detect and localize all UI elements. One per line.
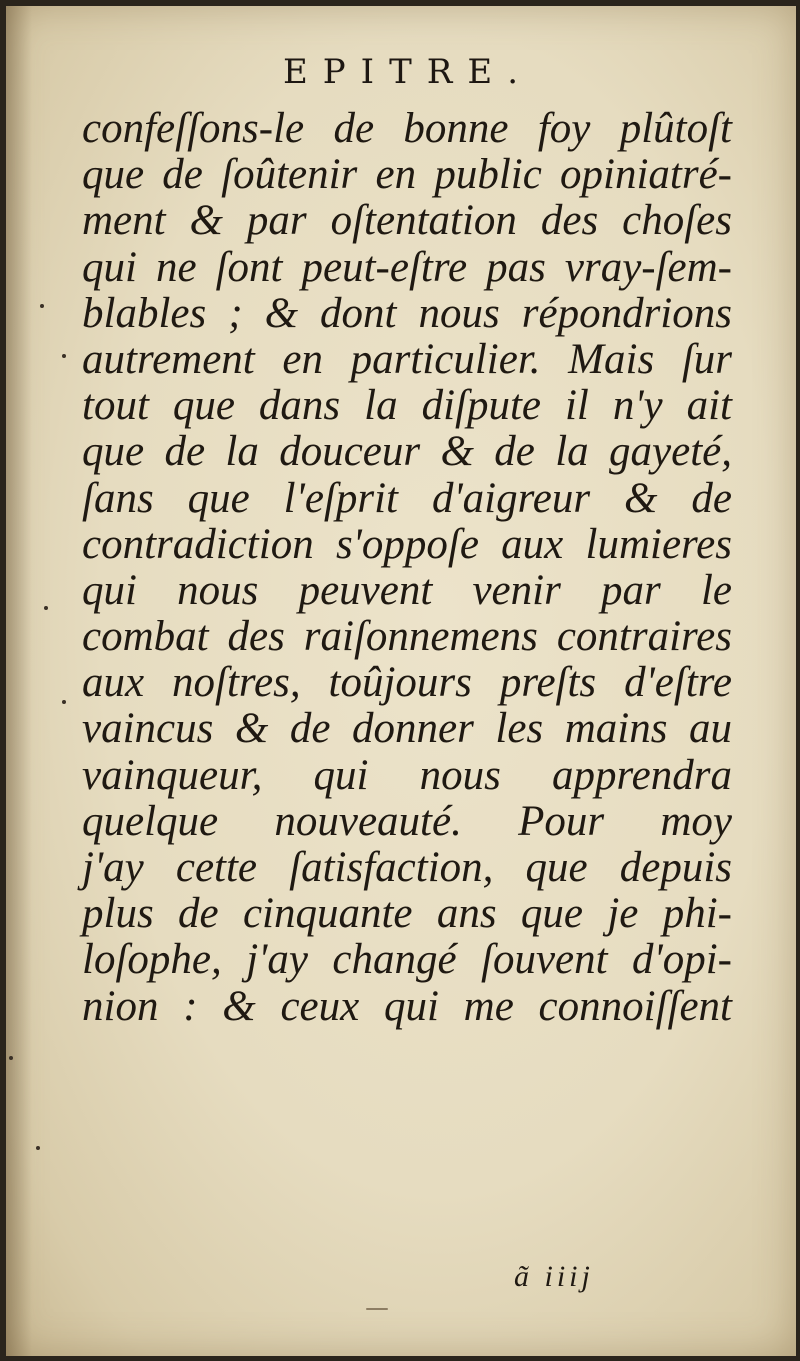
text-line: contradiction s'oppoſe aux lumieres xyxy=(82,520,732,568)
text-line: loſophe, j'ay changé ſouvent d'opi- xyxy=(82,936,732,984)
text-line: aux noſtres, toûjours preſts d'eſtre xyxy=(82,659,732,707)
ink-speck xyxy=(40,304,44,308)
text-line: plus de cinquante ans que je phi- xyxy=(82,890,732,938)
text-line: vaincus & de donner les mains au xyxy=(82,705,732,753)
text-line: autrement en particulier. Mais ſur xyxy=(82,335,732,383)
text-line: quelque nouveauté. Pour moy xyxy=(82,797,732,845)
ink-speck xyxy=(36,1146,40,1150)
text-line: nion : & ceux qui me connoiſſent xyxy=(82,982,732,1030)
text-line: que de la douceur & de la gayeté, xyxy=(82,428,732,476)
text-line: blables ; & dont nous répondrions xyxy=(82,289,732,337)
text-line: qui nous peuvent venir par le xyxy=(82,566,732,614)
book-page xyxy=(6,6,796,1356)
body-text xyxy=(82,106,732,1030)
ink-speck xyxy=(44,606,48,610)
ink-speck xyxy=(62,354,66,358)
ink-smudge xyxy=(366,1308,388,1310)
text-line: j'ay cette ſatisfaction, que depuis xyxy=(82,844,732,891)
text-line: combat des raiſonnemens contraires xyxy=(82,613,732,661)
ink-speck xyxy=(62,700,66,704)
text-line: ment & par oſtentation des choſes xyxy=(82,197,732,245)
text-line: ſans que l'eſprit d'aigreur & de xyxy=(82,474,732,522)
running-head: EPITRE. xyxy=(282,52,534,92)
ink-speck xyxy=(9,1056,13,1060)
text-line: vainqueur, qui nous apprendra xyxy=(82,751,732,799)
text-line: tout que dans la diſpute il n'y ait xyxy=(82,382,732,430)
text-line: qui ne ſont peut-eſtre pas vray-ſem- xyxy=(82,243,732,291)
signature-mark: ã iiij xyxy=(514,1260,594,1293)
gutter-shadow xyxy=(6,6,32,1356)
text-line: confeſſons-le de bonne foy plûtoſt xyxy=(82,105,732,152)
text-line: que de ſoûtenir en public opiniatré- xyxy=(82,151,732,199)
